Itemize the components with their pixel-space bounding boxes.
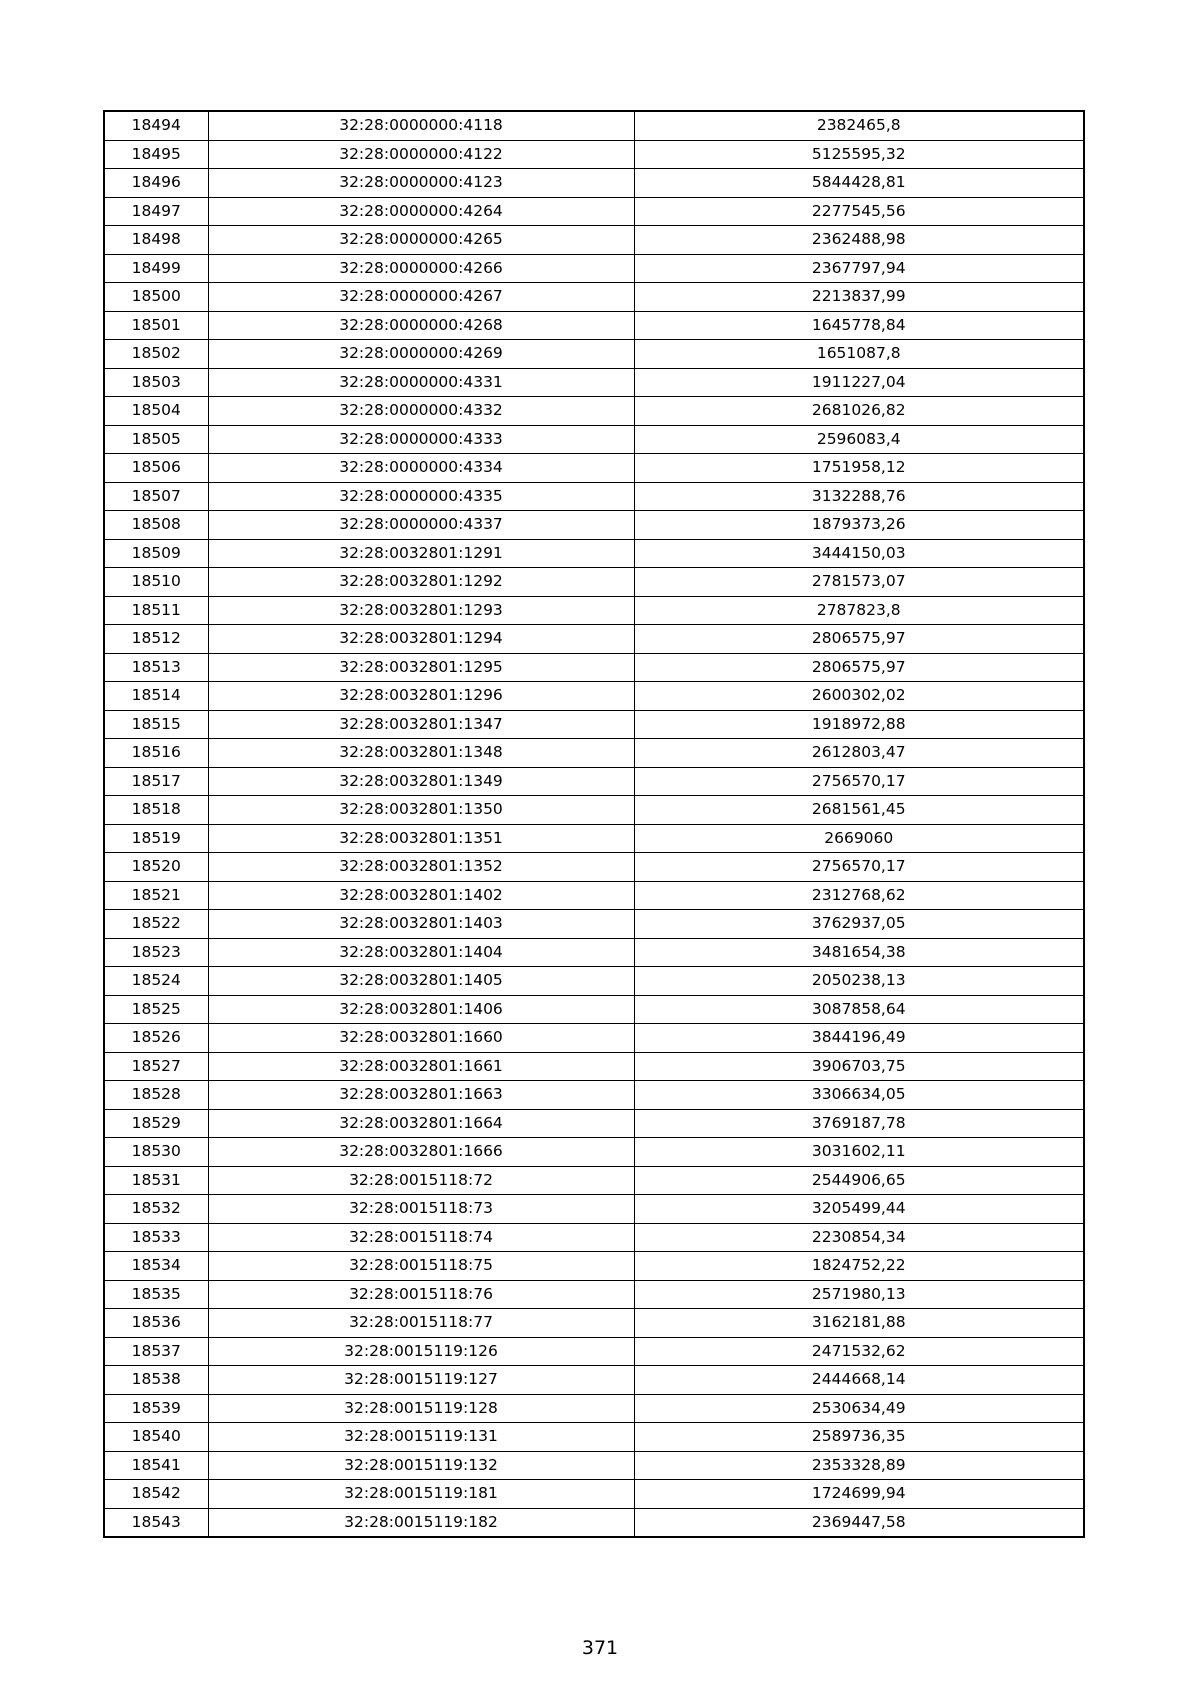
table-row [104, 824, 1084, 853]
cadastral-value-cell: 2781573,07 [634, 568, 1084, 597]
cadastral-number-cell: 32:28:0000000:4269 [208, 340, 634, 369]
row-number-cell: 18526 [104, 1024, 208, 1053]
row-number-cell: 18503 [104, 368, 208, 397]
cadastral-number-cell: 32:28:0015119:127 [208, 1366, 634, 1395]
row-number-cell: 18519 [104, 824, 208, 853]
row-number-cell: 18541 [104, 1451, 208, 1480]
cadastral-value-cell: 2277545,56 [634, 197, 1084, 226]
cadastral-value-cell: 1824752,22 [634, 1252, 1084, 1281]
cadastral-value-cell: 3087858,64 [634, 995, 1084, 1024]
cadastral-number-cell: 32:28:0015119:182 [208, 1508, 634, 1537]
table-row [104, 967, 1084, 996]
cadastral-value-cell: 2362488,98 [634, 226, 1084, 255]
cadastral-number-cell: 32:28:0032801:1663 [208, 1081, 634, 1110]
row-number-cell: 18520 [104, 853, 208, 882]
row-number-cell: 18540 [104, 1423, 208, 1452]
row-number-cell: 18507 [104, 482, 208, 511]
table-row [104, 169, 1084, 198]
table-row [104, 539, 1084, 568]
table-row [104, 226, 1084, 255]
row-number-cell: 18543 [104, 1508, 208, 1537]
table-row [104, 1138, 1084, 1167]
cadastral-value-cell: 2806575,97 [634, 653, 1084, 682]
table-row [104, 1451, 1084, 1480]
table-row [104, 710, 1084, 739]
row-number-cell: 18514 [104, 682, 208, 711]
row-number-cell: 18501 [104, 311, 208, 340]
cadastral-value-cell: 1751958,12 [634, 454, 1084, 483]
cadastral-number-cell: 32:28:0032801:1406 [208, 995, 634, 1024]
cadastral-number-cell: 32:28:0000000:4267 [208, 283, 634, 312]
cadastral-number-cell: 32:28:0032801:1347 [208, 710, 634, 739]
cadastral-value-cell: 2612803,47 [634, 739, 1084, 768]
table-row [104, 1052, 1084, 1081]
cadastral-value-cell: 1918972,88 [634, 710, 1084, 739]
row-number-cell: 18513 [104, 653, 208, 682]
cadastral-number-cell: 32:28:0032801:1352 [208, 853, 634, 882]
cadastral-value-cell: 1911227,04 [634, 368, 1084, 397]
table-row [104, 767, 1084, 796]
row-number-cell: 18530 [104, 1138, 208, 1167]
cadastral-number-cell: 32:28:0015118:73 [208, 1195, 634, 1224]
cadastral-value-cell: 2312768,62 [634, 881, 1084, 910]
row-number-cell: 18500 [104, 283, 208, 312]
cadastral-number-cell: 32:28:0000000:4337 [208, 511, 634, 540]
cadastral-number-cell: 32:28:0032801:1660 [208, 1024, 634, 1053]
cadastral-number-cell: 32:28:0032801:1296 [208, 682, 634, 711]
table-row [104, 283, 1084, 312]
cadastral-value-cell: 2600302,02 [634, 682, 1084, 711]
cadastral-value-cell: 5844428,81 [634, 169, 1084, 198]
table-row [104, 254, 1084, 283]
row-number-cell: 18525 [104, 995, 208, 1024]
table-row [104, 938, 1084, 967]
table-row [104, 1081, 1084, 1110]
cadastral-value-cell: 2544906,65 [634, 1166, 1084, 1195]
table-row [104, 881, 1084, 910]
cadastral-number-cell: 32:28:0032801:1291 [208, 539, 634, 568]
cadastral-value-cell: 2471532,62 [634, 1337, 1084, 1366]
cadastral-value-table [103, 110, 1085, 1538]
cadastral-number-cell: 32:28:0000000:4265 [208, 226, 634, 255]
table-row [104, 796, 1084, 825]
cadastral-value-cell: 5125595,32 [634, 140, 1084, 169]
cadastral-number-cell: 32:28:0000000:4334 [208, 454, 634, 483]
cadastral-number-cell: 32:28:0032801:1292 [208, 568, 634, 597]
cadastral-number-cell: 32:28:0015118:75 [208, 1252, 634, 1281]
cadastral-number-cell: 32:28:0032801:1403 [208, 910, 634, 939]
table-row [104, 1508, 1084, 1537]
cadastral-number-cell: 32:28:0032801:1350 [208, 796, 634, 825]
cadastral-number-cell: 32:28:0032801:1348 [208, 739, 634, 768]
cadastral-value-cell: 3906703,75 [634, 1052, 1084, 1081]
cadastral-value-cell: 2571980,13 [634, 1280, 1084, 1309]
cadastral-number-cell: 32:28:0000000:4335 [208, 482, 634, 511]
cadastral-value-cell: 2681026,82 [634, 397, 1084, 426]
table-row [104, 1394, 1084, 1423]
table-row [104, 1252, 1084, 1281]
row-number-cell: 18496 [104, 169, 208, 198]
cadastral-number-cell: 32:28:0015118:74 [208, 1223, 634, 1252]
cadastral-number-cell: 32:28:0000000:4332 [208, 397, 634, 426]
cadastral-value-cell: 2806575,97 [634, 625, 1084, 654]
table-row [104, 1280, 1084, 1309]
row-number-cell: 18533 [104, 1223, 208, 1252]
table-row [104, 853, 1084, 882]
cadastral-number-cell: 32:28:0015119:128 [208, 1394, 634, 1423]
row-number-cell: 18509 [104, 539, 208, 568]
table-row [104, 511, 1084, 540]
cadastral-number-cell: 32:28:0032801:1404 [208, 938, 634, 967]
cadastral-number-cell: 32:28:0000000:4118 [208, 111, 634, 140]
cadastral-value-cell: 1879373,26 [634, 511, 1084, 540]
table-row [104, 397, 1084, 426]
row-number-cell: 18524 [104, 967, 208, 996]
cadastral-value-cell: 2369447,58 [634, 1508, 1084, 1537]
table-row [104, 454, 1084, 483]
row-number-cell: 18538 [104, 1366, 208, 1395]
cadastral-value-cell: 3205499,44 [634, 1195, 1084, 1224]
row-number-cell: 18529 [104, 1109, 208, 1138]
row-number-cell: 18495 [104, 140, 208, 169]
table-row [104, 197, 1084, 226]
cadastral-number-cell: 32:28:0032801:1349 [208, 767, 634, 796]
cadastral-value-cell: 2596083,4 [634, 425, 1084, 454]
row-number-cell: 18511 [104, 596, 208, 625]
table-row [104, 111, 1084, 140]
row-number-cell: 18521 [104, 881, 208, 910]
cadastral-number-cell: 32:28:0032801:1402 [208, 881, 634, 910]
row-number-cell: 18537 [104, 1337, 208, 1366]
cadastral-number-cell: 32:28:0032801:1295 [208, 653, 634, 682]
row-number-cell: 18532 [104, 1195, 208, 1224]
cadastral-number-cell: 32:28:0032801:1661 [208, 1052, 634, 1081]
cadastral-value-cell: 3031602,11 [634, 1138, 1084, 1167]
row-number-cell: 18499 [104, 254, 208, 283]
cadastral-value-cell: 3132288,76 [634, 482, 1084, 511]
cadastral-value-cell: 1724699,94 [634, 1480, 1084, 1509]
row-number-cell: 18498 [104, 226, 208, 255]
cadastral-number-cell: 32:28:0032801:1294 [208, 625, 634, 654]
table-row [104, 1195, 1084, 1224]
row-number-cell: 18535 [104, 1280, 208, 1309]
row-number-cell: 18536 [104, 1309, 208, 1338]
table-row [104, 910, 1084, 939]
table-row [104, 1024, 1084, 1053]
cadastral-number-cell: 32:28:0032801:1405 [208, 967, 634, 996]
cadastral-number-cell: 32:28:0000000:4266 [208, 254, 634, 283]
cadastral-number-cell: 32:28:0015119:132 [208, 1451, 634, 1480]
row-number-cell: 18516 [104, 739, 208, 768]
cadastral-number-cell: 32:28:0032801:1293 [208, 596, 634, 625]
table-body [104, 111, 1084, 1537]
table-row [104, 568, 1084, 597]
row-number-cell: 18505 [104, 425, 208, 454]
table-row [104, 1223, 1084, 1252]
cadastral-value-cell: 2230854,34 [634, 1223, 1084, 1252]
cadastral-number-cell: 32:28:0000000:4331 [208, 368, 634, 397]
table-row [104, 1423, 1084, 1452]
cadastral-value-cell: 3444150,03 [634, 539, 1084, 568]
cadastral-value-cell: 2530634,49 [634, 1394, 1084, 1423]
page-number: 371 [581, 1637, 619, 1659]
cadastral-number-cell: 32:28:0000000:4264 [208, 197, 634, 226]
cadastral-number-cell: 32:28:0000000:4268 [208, 311, 634, 340]
cadastral-value-cell: 2382465,8 [634, 111, 1084, 140]
cadastral-number-cell: 32:28:0015118:72 [208, 1166, 634, 1195]
cadastral-value-cell: 3481654,38 [634, 938, 1084, 967]
cadastral-value-cell: 3762937,05 [634, 910, 1084, 939]
table-row [104, 311, 1084, 340]
cadastral-number-cell: 32:28:0015118:76 [208, 1280, 634, 1309]
row-number-cell: 18542 [104, 1480, 208, 1509]
table-row [104, 995, 1084, 1024]
cadastral-value-cell: 2756570,17 [634, 853, 1084, 882]
row-number-cell: 18494 [104, 111, 208, 140]
row-number-cell: 18504 [104, 397, 208, 426]
row-number-cell: 18510 [104, 568, 208, 597]
cadastral-number-cell: 32:28:0015119:131 [208, 1423, 634, 1452]
cadastral-value-cell: 2756570,17 [634, 767, 1084, 796]
row-number-cell: 18528 [104, 1081, 208, 1110]
cadastral-value-cell: 1651087,8 [634, 340, 1084, 369]
cadastral-number-cell: 32:28:0000000:4123 [208, 169, 634, 198]
cadastral-value-cell: 2669060 [634, 824, 1084, 853]
cadastral-value-cell: 2367797,94 [634, 254, 1084, 283]
cadastral-value-cell: 2444668,14 [634, 1366, 1084, 1395]
row-number-cell: 18531 [104, 1166, 208, 1195]
row-number-cell: 18523 [104, 938, 208, 967]
table-row [104, 368, 1084, 397]
cadastral-value-cell: 2050238,13 [634, 967, 1084, 996]
table-row [104, 1166, 1084, 1195]
cadastral-value-cell: 1645778,84 [634, 311, 1084, 340]
cadastral-value-cell: 3306634,05 [634, 1081, 1084, 1110]
cadastral-value-cell: 3844196,49 [634, 1024, 1084, 1053]
table-row [104, 1366, 1084, 1395]
cadastral-number-cell: 32:28:0032801:1666 [208, 1138, 634, 1167]
row-number-cell: 18522 [104, 910, 208, 939]
cadastral-value-cell: 2589736,35 [634, 1423, 1084, 1452]
row-number-cell: 18527 [104, 1052, 208, 1081]
row-number-cell: 18517 [104, 767, 208, 796]
cadastral-value-cell: 2681561,45 [634, 796, 1084, 825]
cadastral-number-cell: 32:28:0000000:4333 [208, 425, 634, 454]
table-row [104, 682, 1084, 711]
cadastral-number-cell: 32:28:0032801:1351 [208, 824, 634, 853]
row-number-cell: 18515 [104, 710, 208, 739]
table-row [104, 1109, 1084, 1138]
cadastral-value-cell: 2787823,8 [634, 596, 1084, 625]
table-row [104, 1337, 1084, 1366]
cadastral-value-cell: 2353328,89 [634, 1451, 1084, 1480]
table-row [104, 340, 1084, 369]
row-number-cell: 18539 [104, 1394, 208, 1423]
table-row [104, 653, 1084, 682]
table-row [104, 1309, 1084, 1338]
cadastral-number-cell: 32:28:0032801:1664 [208, 1109, 634, 1138]
row-number-cell: 18506 [104, 454, 208, 483]
cadastral-number-cell: 32:28:0000000:4122 [208, 140, 634, 169]
table-row [104, 1480, 1084, 1509]
table-row [104, 482, 1084, 511]
cadastral-value-cell: 2213837,99 [634, 283, 1084, 312]
row-number-cell: 18508 [104, 511, 208, 540]
table-row [104, 596, 1084, 625]
row-number-cell: 18512 [104, 625, 208, 654]
cadastral-number-cell: 32:28:0015119:181 [208, 1480, 634, 1509]
table-row [104, 739, 1084, 768]
row-number-cell: 18502 [104, 340, 208, 369]
row-number-cell: 18534 [104, 1252, 208, 1281]
table-row [104, 140, 1084, 169]
cadastral-number-cell: 32:28:0015118:77 [208, 1309, 634, 1338]
table-row [104, 625, 1084, 654]
cadastral-value-cell: 3769187,78 [634, 1109, 1084, 1138]
cadastral-number-cell: 32:28:0015119:126 [208, 1337, 634, 1366]
table-row [104, 425, 1084, 454]
row-number-cell: 18497 [104, 197, 208, 226]
row-number-cell: 18518 [104, 796, 208, 825]
cadastral-value-cell: 3162181,88 [634, 1309, 1084, 1338]
